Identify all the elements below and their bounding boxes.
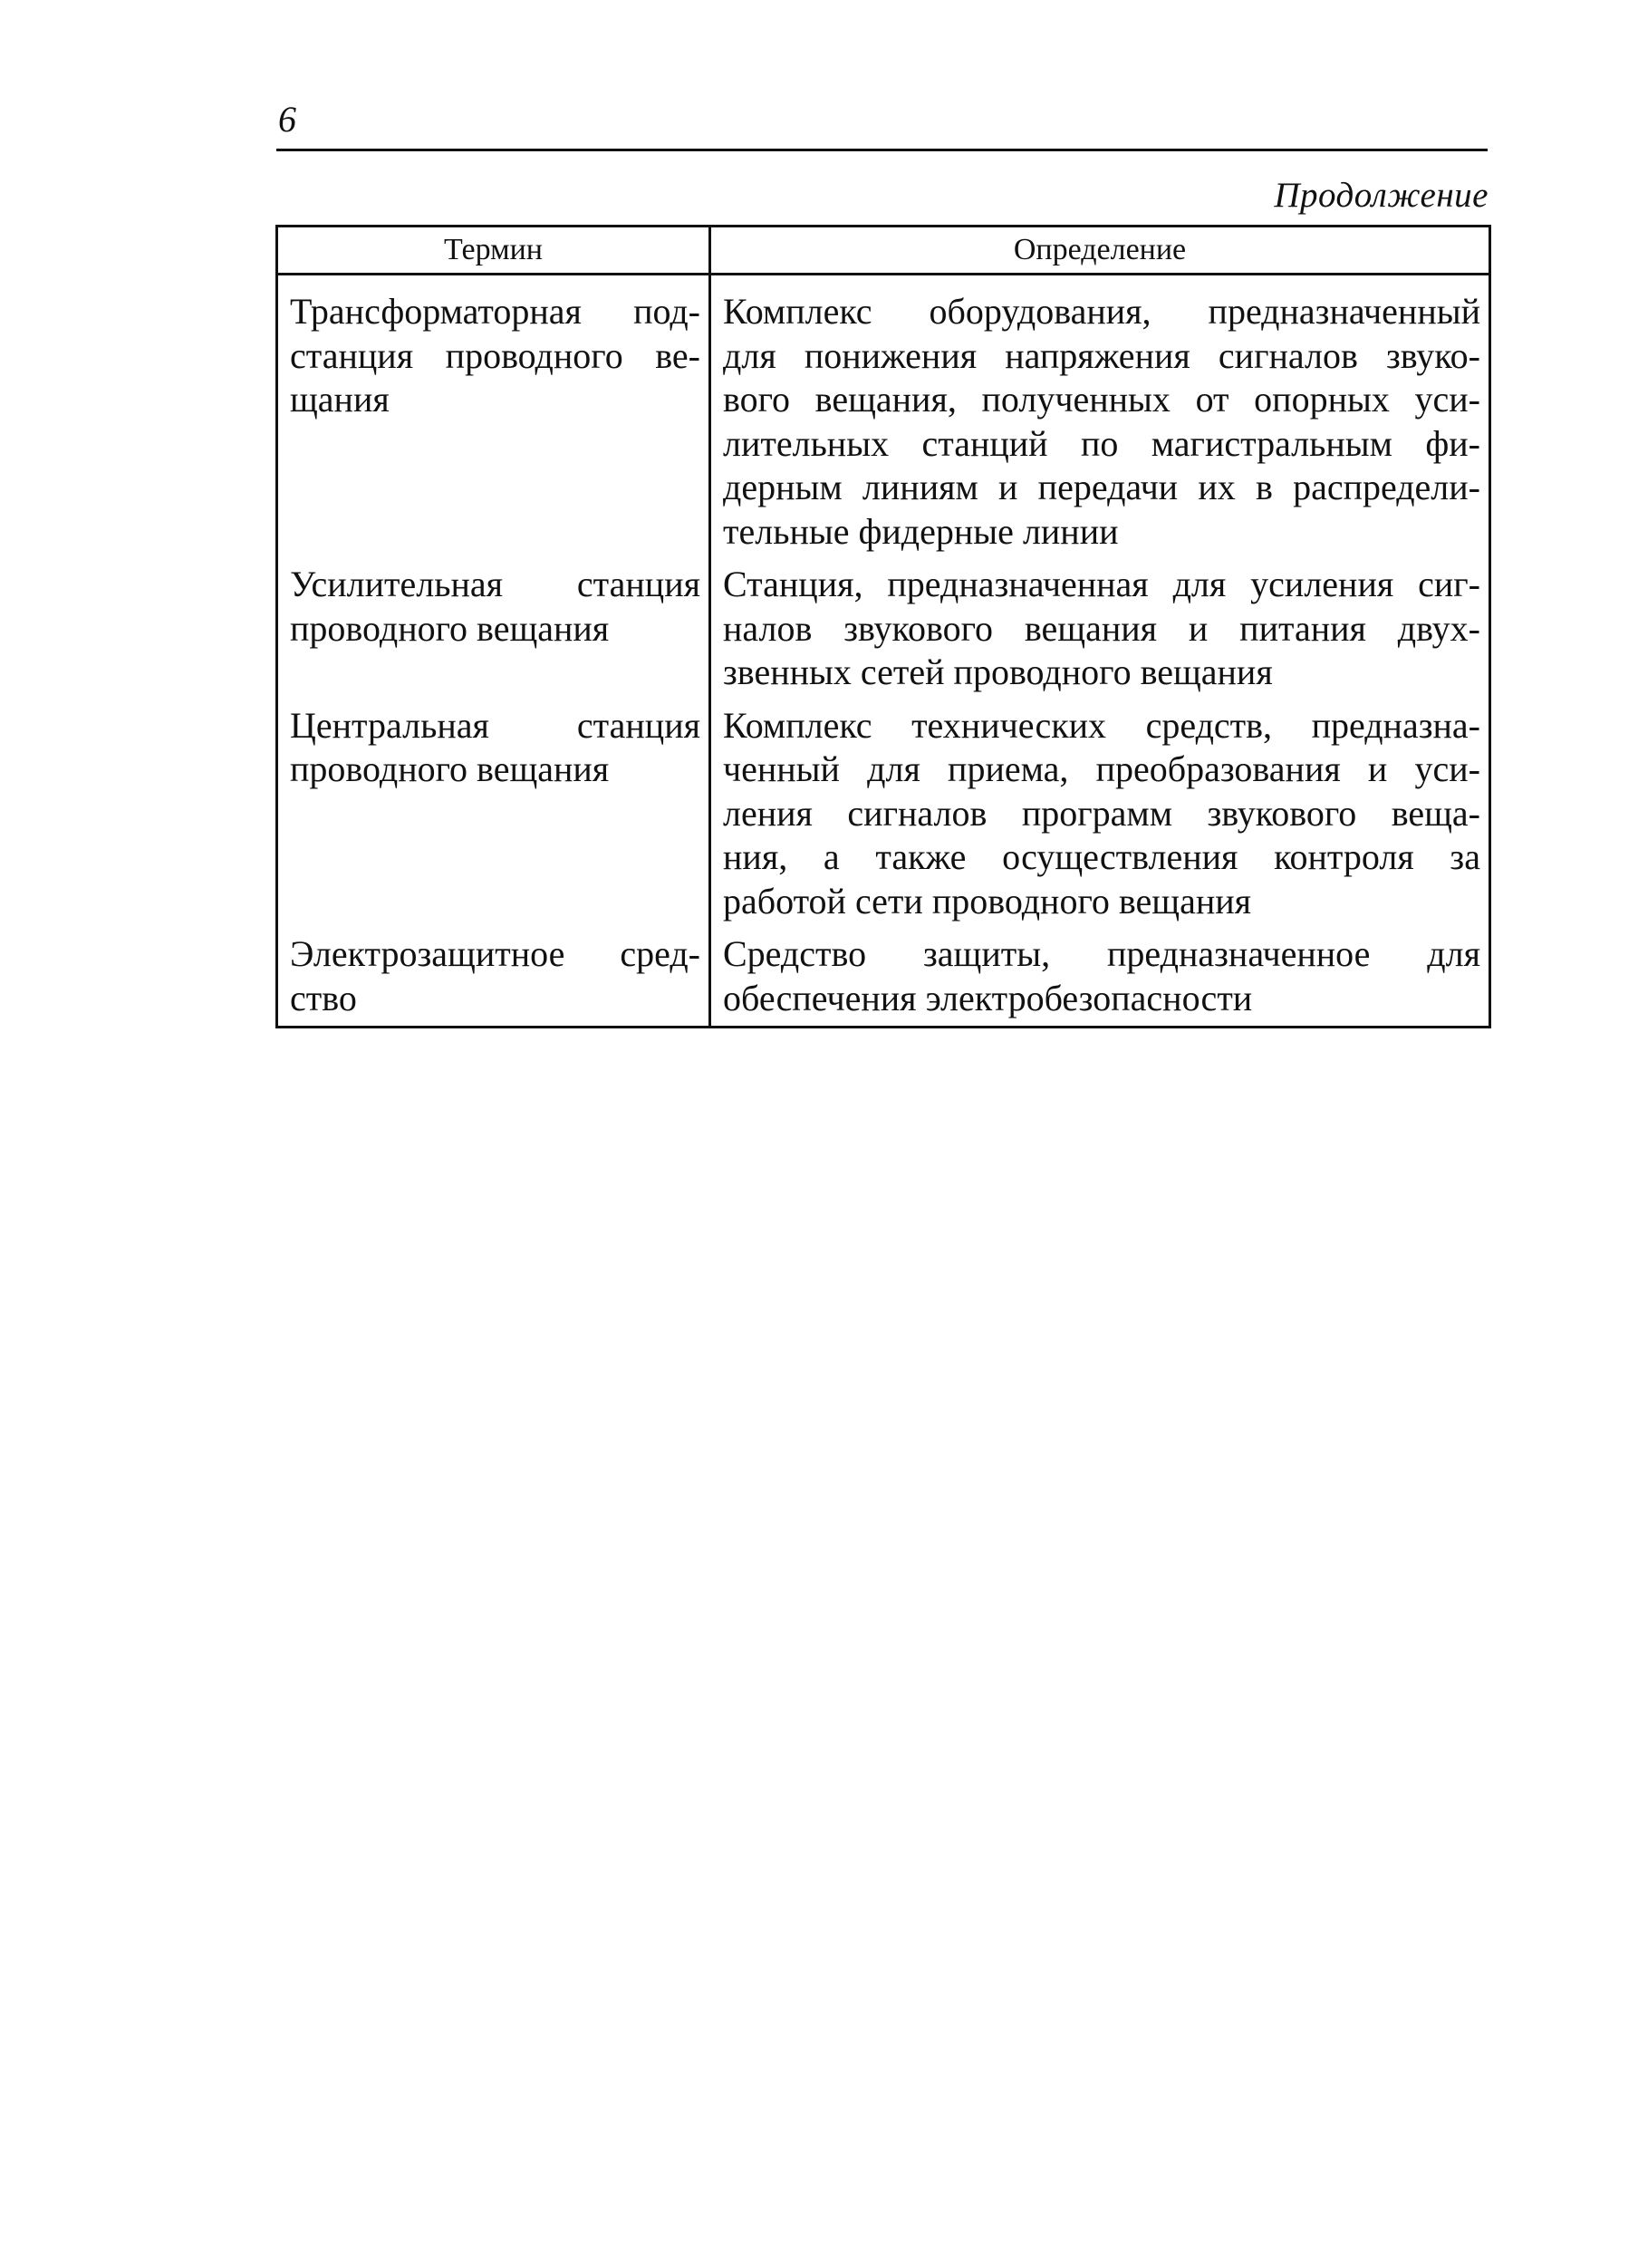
definition-line: вого вещания, полученных от опорных уси- <box>723 379 1480 420</box>
term-line: Усилительная станция <box>290 564 700 604</box>
definition-line: ления сигналов программ звукового веща- <box>723 792 1480 834</box>
definition-line: ченный для приема, преобразования и уси- <box>723 748 1480 789</box>
term-cell <box>277 563 710 704</box>
definition-line: обеспечения электробезопасности <box>723 977 1253 1018</box>
definition-cell <box>710 932 1490 1028</box>
definition-line: для понижения напряжения сигналов звуко- <box>723 334 1480 376</box>
term-cell <box>277 704 710 933</box>
table-row <box>277 563 1490 704</box>
definition-line: Комплекс технических средств, предназна- <box>723 704 1480 746</box>
term-line: щания <box>290 379 390 420</box>
definition-line: Средство защиты, предназначенное для <box>723 933 1480 974</box>
term-cell <box>277 932 710 1028</box>
continuation-label: Продолжение <box>1274 176 1489 215</box>
header-divider <box>276 149 1488 151</box>
definition-line: дерным линиям и передачи их в распредели- <box>723 467 1480 507</box>
definition-line: лительных станций по магистральным фи- <box>723 422 1480 464</box>
term-line: проводного вещания <box>290 748 610 789</box>
table-row <box>277 704 1490 933</box>
header-term: Термин <box>277 227 710 275</box>
definition-cell <box>710 563 1490 704</box>
definition-line: Станция, предназначенная для усиления сиг- <box>723 564 1480 604</box>
term-cell <box>277 275 710 564</box>
term-line: Электрозащитное сред- <box>290 933 700 974</box>
term-line: ство <box>290 977 357 1018</box>
term-line: станция проводного ве- <box>290 334 700 376</box>
definition-line: работой сети проводного вещания <box>723 880 1252 922</box>
term-line: проводного вещания <box>290 607 610 649</box>
definition-line: Комплекс оборудования, предназначенный <box>723 291 1480 332</box>
definition-line: звенных сетей проводного вещания <box>723 651 1273 692</box>
definition-line: ния, а также осуществления контроля за <box>723 836 1480 877</box>
definition-cell <box>710 275 1490 564</box>
terms-table <box>275 225 1491 1028</box>
table-row <box>277 275 1490 564</box>
term-line: Трансформаторная под- <box>290 291 700 332</box>
definition-line: налов звукового вещания и питания двух- <box>723 607 1480 649</box>
definition-cell <box>710 704 1490 933</box>
table-row <box>277 932 1490 1028</box>
term-line: Центральная станция <box>290 704 700 746</box>
header-definition: Определение <box>710 227 1490 275</box>
page-number: 6 <box>278 99 296 140</box>
definition-line: тельные фидерные линии <box>723 510 1119 552</box>
table-header-row <box>277 227 1490 275</box>
